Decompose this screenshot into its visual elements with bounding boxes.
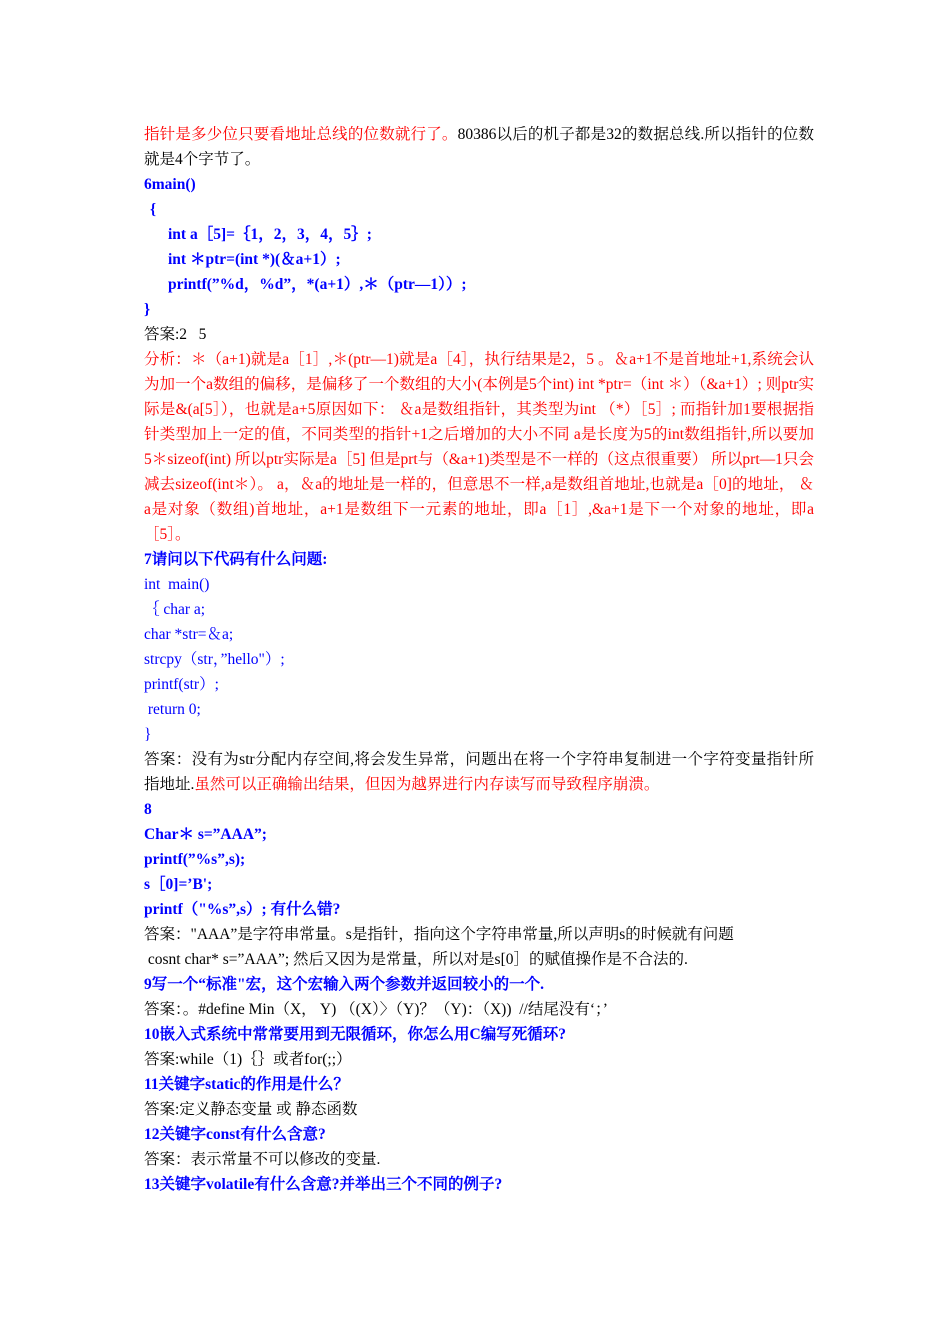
intro-red-text: 指针是多少位只要看地址总线的位数就行了。 bbox=[144, 126, 458, 143]
q10-title: 10嵌入式系统中常常要用到无限循环，你怎么用C编写死循环? bbox=[144, 1026, 566, 1043]
q12-title: 12关键字const有什么含意? bbox=[144, 1126, 326, 1143]
q7-code-line: return 0; bbox=[144, 701, 201, 718]
q11-title: 11关键字static的作用是什么？ bbox=[144, 1076, 349, 1093]
q8-code-line: s［0]=’B'; bbox=[144, 876, 213, 893]
q6-code-line: { bbox=[150, 201, 157, 218]
q7-code-line: int main() bbox=[144, 576, 210, 593]
q7-answer-black: 答案：没有为str分配内存空间,将会发生异常，问题出在将一个字符串复制进一个字符变量指针所指地址. bbox=[144, 751, 814, 793]
q9-answer: 答案：。#define Min（X， Y) （(X）〉（Y)？（Y)：（X)) //结尾没有‘；’ bbox=[144, 1001, 608, 1018]
intro-black-text: 80386以后的机子都是32的数据总线.所以指针的位数就是4个字节了。 bbox=[144, 126, 814, 168]
q8-answer-line: 答案："AAA”是字符串常量。s是指针，指向这个字符串常量,所以声明s的时候就有问题 bbox=[144, 926, 734, 943]
q7-title: 7请问以下代码有什么问题: bbox=[144, 551, 328, 568]
q7-answer bbox=[144, 747, 814, 797]
q8-code-line: printf（"%s”,s）; 有什么错? bbox=[144, 901, 341, 918]
q9-title: 9写一个“标准"宏，这个宏输入两个参数并返回较小的一个. bbox=[144, 976, 544, 993]
q8-answer-line: cosnt char* s=”AAA”; 然后又因为是常量，所以对是s[0］的赋值操作是不合法的. bbox=[144, 951, 688, 968]
q7-code-line: } bbox=[144, 726, 152, 743]
q6-analysis: 分析：＊（a+1)就是a［1］,＊(ptr—1)就是a［4］，执行结果是2，5 。＆a+1不是首地址+1,系统会认为加一个a数组的偏移，是偏移了一个数组的大小(本例是5个int) int *ptr=（int ＊）（&a+1）; 则ptr实际是&(a[5］），也就是a+5原因如下： ＆a是数组指针，其类型为int （*）［5］; 而指针加1要根据指针类型加上一定的值，不同类型的指针+1之后增加的大小不同 a是长度为5的int数组指针,所以要加 5＊sizeof(int) 所以ptr实际是a［5] 但是prt与（&a+1)类型是不一样的（这点很重要） 所以prt—1只会减去sizeof(int＊）。 a，＆a的地址是一样的，但意思不一样,a是数组首地址,也就是a［0]的地址， ＆a是对象（数组)首地址，a+1是数组下一元素的地址，即a［1］,&a+1是下一个对象的地址，即a［5］。 bbox=[144, 351, 814, 543]
q11-answer: 答案:定义静态变量 或 静态函数 bbox=[144, 1101, 358, 1118]
q7-code-line: ｛ char a; bbox=[144, 601, 206, 618]
q8-code-line: Char＊ s=”AAA”; bbox=[144, 826, 267, 843]
q7-code-line: char *str=＆a; bbox=[144, 626, 234, 643]
q6-code-line: } bbox=[144, 301, 151, 318]
q7-code-line: printf(str）; bbox=[144, 676, 219, 693]
q6-code-line: printf(”%d，%d”，*(a+1）,＊（ptr—1））; bbox=[168, 276, 467, 293]
q6-answer: 答案:2 5 bbox=[144, 326, 207, 343]
q6-code-line: int a［5]=｛1，2，3，4，5｝; bbox=[168, 226, 372, 243]
q13-title: 13关键字volatile有什么含意?并举出三个不同的例子? bbox=[144, 1176, 503, 1193]
q10-answer: 答案:while（1)｛｝或者for(;;） bbox=[144, 1051, 352, 1068]
q6-title: 6main() bbox=[144, 176, 196, 193]
q12-answer: 答案：表示常量不可以修改的变量. bbox=[144, 1151, 381, 1168]
q7-answer-red: 虽然可以正确输出结果，但因为越界进行内存读写而导致程序崩溃。 bbox=[194, 776, 660, 793]
q7-code-line: strcpy（str，”hello"）; bbox=[144, 651, 285, 668]
intro-paragraph bbox=[144, 122, 814, 172]
q8-code-line: printf(”%s”,s); bbox=[144, 851, 246, 868]
q6-code-line: int ＊ptr=(int *)(＆a+1）; bbox=[168, 251, 341, 268]
q8-title: 8 bbox=[144, 801, 152, 818]
